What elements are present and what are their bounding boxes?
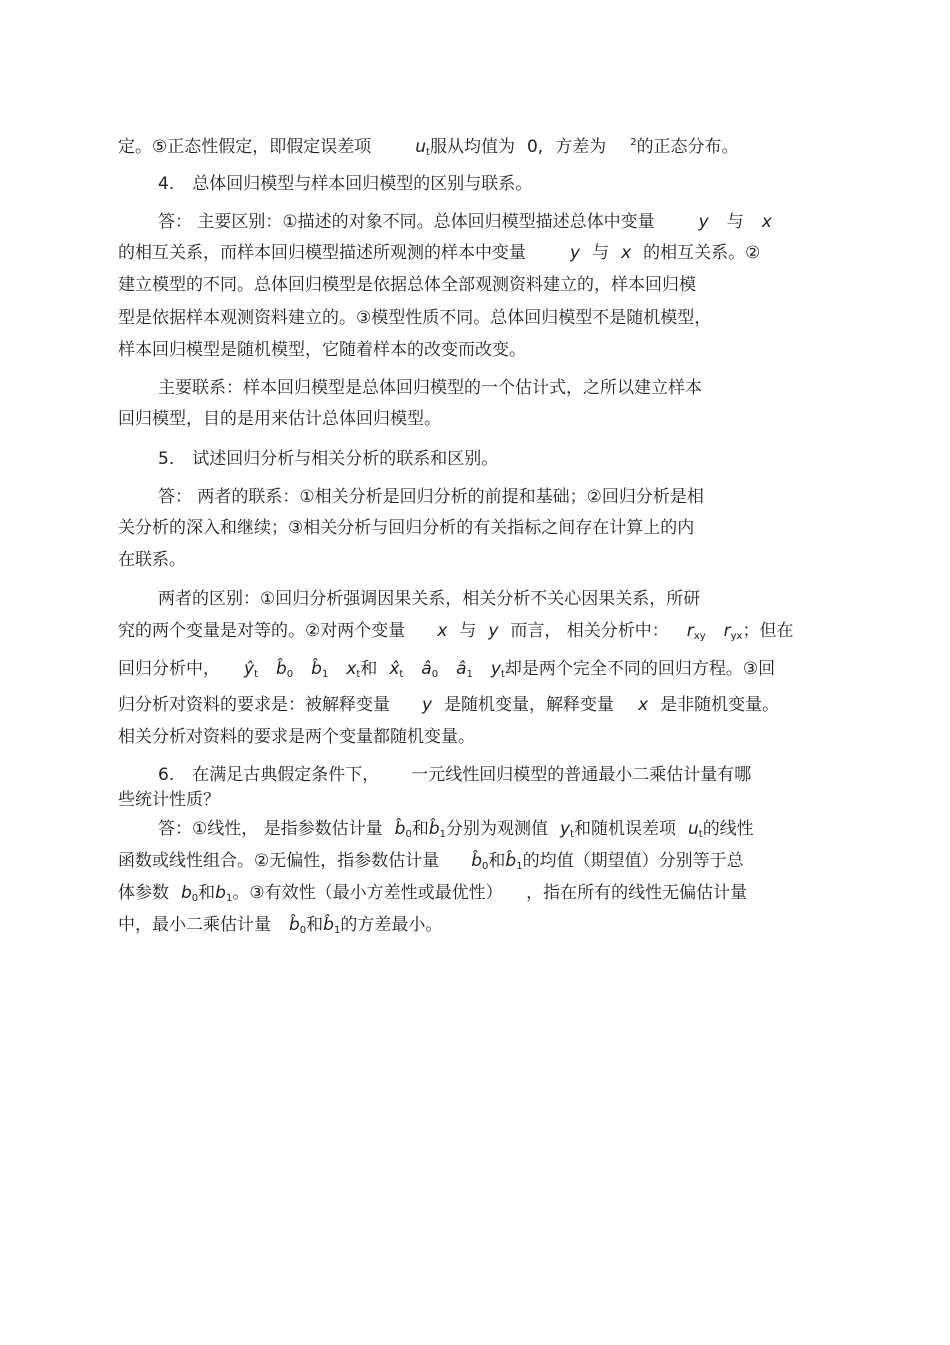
var-b: b (181, 883, 192, 903)
text: 回归分析中， (118, 659, 220, 679)
line-11: 答： 两者的联系：①相关分析是回归分析的前提和基础；②回归分析是相 (158, 487, 704, 507)
question-text: 一元线性回归模型的普通最小二乘估计量有哪 (411, 765, 752, 785)
subscript: 1 (333, 925, 341, 936)
question-text: 在满足古典假定条件下， (192, 765, 380, 785)
question-number: 4. (158, 174, 175, 194)
var-x: x (346, 659, 357, 679)
text: 的相互关系，而样本回归模型描述所观测的样本中变量 (118, 243, 526, 263)
text: 而言， 相关分析中： (510, 621, 669, 641)
text: 是随机变量，解释变量 (444, 695, 615, 715)
var-u: u (415, 137, 427, 157)
question-text: 试述回归分析与相关分析的联系和区别。 (192, 449, 499, 469)
var-y: y (698, 212, 709, 232)
var-r: r (723, 621, 731, 641)
text: 的线性 (702, 819, 754, 839)
subscript: t (356, 669, 361, 680)
subscript: 1 (516, 861, 523, 872)
var-y: y (488, 621, 499, 641)
line-17 (118, 694, 779, 716)
text: 的正态分布。 (636, 137, 739, 157)
text: 函数或线性组合。②无偏性，指参数估计量 (118, 851, 440, 871)
text: 服从均值为 (429, 137, 515, 157)
var-a-hat: â (421, 659, 432, 679)
text: 与 (726, 212, 744, 232)
var-r: r (686, 621, 694, 641)
var-x-hat: x̂ (389, 659, 400, 679)
text: 定。⑤正态性假定，即假定误差项 (118, 137, 372, 157)
line-4 (118, 242, 760, 264)
text: 的均值（期望值）分别等于总 (522, 851, 744, 871)
var-y: y (560, 819, 571, 839)
text: 中，最小二乘估计量 (118, 915, 271, 935)
text: 是非随机变量。 (660, 695, 780, 715)
text: 方差为 (555, 137, 607, 157)
superscript: 2 (630, 137, 637, 148)
line-16 (118, 658, 775, 680)
subscript: 1 (439, 829, 446, 840)
text: 分别为观测值 (446, 819, 548, 839)
text: ，指在所有的线性无偏估计量 (526, 883, 748, 903)
var-b-hat: b̂ (505, 851, 517, 871)
subscript: 1 (321, 669, 329, 680)
question-5 (158, 448, 498, 470)
subscript: t (698, 829, 703, 840)
text: 的相互关系。② (643, 243, 761, 263)
question-6 (158, 764, 751, 786)
line-15 (118, 620, 793, 642)
text: 归分析对资料的要求是：被解释变量 (118, 695, 390, 715)
var-b-hat: b̂ (289, 915, 300, 935)
text: 和 (488, 851, 506, 871)
subscript: t (426, 147, 430, 158)
line-24 (118, 914, 442, 936)
var-y: y (490, 659, 501, 679)
var-b-hat: b̂ (323, 915, 334, 935)
text: 和 (306, 915, 324, 935)
line-21 (158, 818, 754, 840)
subscript: yx (730, 631, 743, 642)
subscript: 0 (191, 893, 199, 904)
text: 答：①线性， 是指参数估计量 (158, 819, 383, 839)
text: 究的两个变量是对等的。②对两个变量 (118, 621, 406, 641)
var-b-hat: b̂ (471, 851, 483, 871)
line-9: 回归模型，目的是用来估计总体回归模型。 (118, 409, 441, 429)
var-y: y (570, 243, 581, 263)
var-b-hat: b̂ (311, 659, 322, 679)
subscript: 0 (431, 669, 439, 680)
question-number: 6. (158, 765, 175, 785)
var-b-hat: b̂ (275, 659, 287, 679)
line-14: 两者的区别：①回归分析强调因果关系，相关分析不关心因果关系，所研 (158, 589, 701, 609)
question-number: 5. (158, 449, 175, 469)
text: ；但在 (742, 621, 794, 641)
line-22 (118, 850, 744, 872)
line-5: 建立模型的不同。总体回归模型是依据总体全部观测资料建立的，样本回归模 (118, 275, 696, 295)
var-a-hat: â (456, 659, 467, 679)
subscript: 0 (299, 925, 307, 936)
text: 答： 主要区别：①描述的对象不同。总体回归模型描述总体中变量 (158, 212, 655, 232)
text: 。③有效性（最小方差性或最优性） (232, 883, 495, 903)
subscript: t (500, 669, 505, 680)
subscript: t (254, 669, 258, 680)
text: 与 (459, 621, 477, 641)
text: 体参数 (118, 883, 169, 903)
text: 的方差最小。 (340, 915, 443, 935)
line-6: 型是依据样本观测资料建立的。③模型性质不同。总体回归模型不是随机模型， (118, 308, 712, 328)
line-12: 关分析的深入和继续；③相关分析与回归分析的有关指标之间存在计算上的内 (118, 518, 695, 538)
var-b-hat: b̂ (394, 819, 406, 839)
subscript: 0 (286, 669, 294, 680)
subscript: t (570, 829, 574, 840)
subscript: xy (693, 631, 706, 642)
subscript: 0 (405, 829, 412, 840)
var-y-hat: ŷ (244, 659, 255, 679)
line-1 (118, 132, 739, 158)
var-u: u (687, 819, 699, 839)
var-x: x (638, 695, 649, 715)
subscript: t (399, 669, 404, 680)
line-3 (158, 211, 772, 233)
text: 却是两个完全不同的回归方程。③回 (504, 659, 776, 679)
line-18: 相关分析对资料的要求是两个变量都随机变量。 (118, 727, 475, 747)
subscript: 0 (482, 861, 489, 872)
subscript: 1 (466, 669, 473, 680)
var-b: b (215, 883, 226, 903)
line-20: 些统计性质？ (118, 790, 220, 810)
line-23 (118, 882, 747, 904)
var-x: x (437, 621, 448, 641)
line-13: 在联系。 (118, 550, 186, 570)
var-y: y (422, 695, 433, 715)
var-x: x (621, 243, 632, 263)
text: 和 (360, 659, 378, 679)
text: 和 (411, 819, 429, 839)
question-text: 总体回归模型与样本回归模型的区别与联系。 (192, 174, 533, 194)
text: 和 (198, 883, 216, 903)
var-x: x (761, 212, 772, 232)
value-zero: 0, (526, 137, 544, 157)
var-b-hat: b̂ (428, 819, 440, 839)
question-4 (158, 173, 532, 195)
text: 与 (592, 243, 610, 263)
line-7: 样本回归模型是随机模型，它随着样本的改变而改变。 (118, 340, 526, 360)
line-8: 主要联系：样本回归模型是总体回归模型的一个估计式，之所以建立样本 (158, 378, 702, 398)
text: 和随机误差项 (573, 819, 676, 839)
subscript: 1 (225, 893, 233, 904)
